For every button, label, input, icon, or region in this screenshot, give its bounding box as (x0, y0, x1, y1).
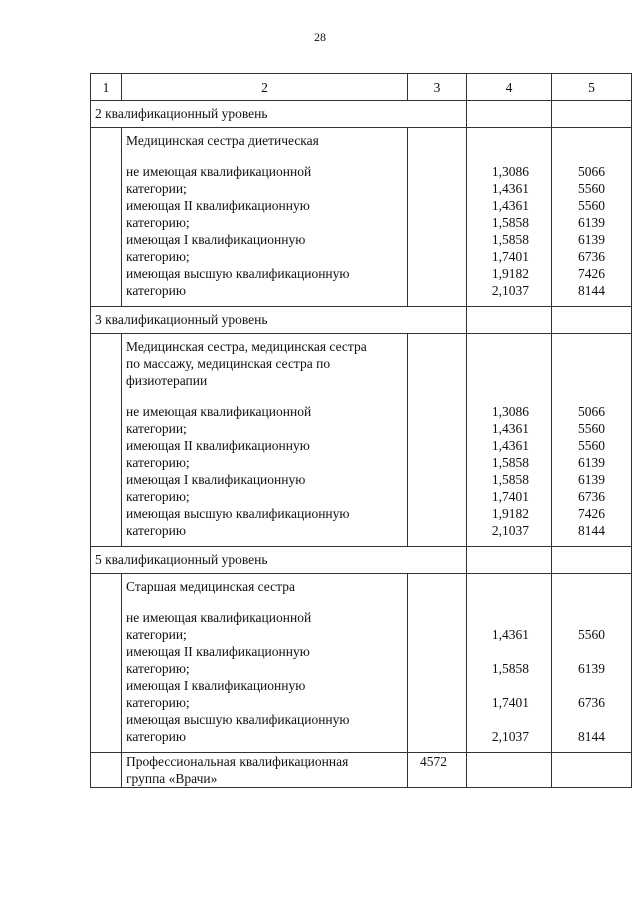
category-line: имеющая II квалификационную (126, 438, 310, 453)
level-row (91, 547, 632, 574)
category-line: категорию (126, 283, 186, 298)
salary-value: 6139 (578, 215, 605, 230)
position-description (122, 334, 408, 547)
spacer (556, 132, 605, 149)
level-col-5-empty (552, 101, 632, 128)
spacer (556, 355, 605, 372)
coefficient-value: 1,5858 (491, 215, 529, 230)
coefficient-value: 1,5858 (491, 661, 529, 676)
coefficient-value: 2,1037 (491, 523, 529, 538)
coefficient-value: 1,7401 (491, 489, 529, 504)
final-col-4-empty (467, 753, 552, 788)
header-col-4: 4 (467, 74, 552, 101)
position-title-line: Медицинская сестра диетическая (126, 133, 319, 148)
spacer (471, 389, 529, 403)
header-col-3: 3 (408, 74, 467, 101)
salary-value: 8144 (578, 729, 605, 744)
coefficient-value (471, 711, 529, 728)
spacer (471, 578, 529, 595)
level-col-4-empty (467, 101, 552, 128)
position-title-line: Медицинская сестра, медицинская сестра (126, 339, 367, 354)
salary-value: 6139 (578, 232, 605, 247)
category-line: имеющая высшую квалификационную (126, 712, 350, 727)
level-heading: 2 квалификационный уровень (91, 101, 467, 128)
category-line: категорию (126, 729, 186, 744)
salary-value (556, 609, 605, 626)
spacer (556, 578, 605, 595)
spacer (471, 355, 529, 372)
position-row (91, 128, 632, 307)
salary-value: 8144 (578, 283, 605, 298)
coefficient-value: 1,5858 (491, 472, 529, 487)
category-line: не имеющая квалификационной (126, 610, 312, 625)
final-group-row (91, 753, 632, 788)
final-group-title (122, 753, 408, 788)
level-row (91, 101, 632, 128)
salary-value: 6736 (578, 695, 605, 710)
page-number: 28 (314, 30, 326, 44)
coefficient-value: 1,7401 (491, 249, 529, 264)
spacer (471, 132, 529, 149)
spacer (471, 338, 529, 355)
coefficient-value (471, 609, 529, 626)
coefficient-value (471, 643, 529, 660)
coefficient-value: 1,9182 (491, 266, 529, 281)
header-col-1: 1 (91, 74, 122, 101)
coefficient-value: 1,7401 (491, 695, 529, 710)
coefficient-value: 1,4361 (491, 421, 529, 436)
final-group-base-salary: 4572 (408, 753, 467, 788)
salary-column (552, 574, 632, 753)
coefficient-value: 1,3086 (491, 404, 529, 419)
salary-value (556, 677, 605, 694)
level-col-5-empty (552, 307, 632, 334)
position-title-line: Старшая медицинская сестра (126, 579, 295, 594)
final-group-title-line: группа «Врачи» (126, 771, 218, 786)
spacer (126, 149, 403, 163)
position-description (122, 128, 408, 307)
level-col-4-empty (467, 307, 552, 334)
position-col-1-empty (91, 334, 122, 547)
category-line: имеющая II квалификационную (126, 198, 310, 213)
coefficient-value: 1,5858 (491, 232, 529, 247)
salary-value: 7426 (578, 506, 605, 521)
coefficient-value: 1,4361 (491, 627, 529, 642)
spacer (471, 149, 529, 163)
spacer (556, 389, 605, 403)
category-line: не имеющая квалификационной (126, 404, 312, 419)
position-col-3-empty (408, 128, 467, 307)
category-line: имеющая I квалификационную (126, 678, 306, 693)
category-line: имеющая II квалификационную (126, 644, 310, 659)
coefficient-value: 1,4361 (491, 181, 529, 196)
salary-value: 8144 (578, 523, 605, 538)
salary-value: 6736 (578, 489, 605, 504)
category-line: не имеющая квалификационной (126, 164, 312, 179)
position-col-1-empty (91, 574, 122, 753)
position-row (91, 334, 632, 547)
salary-value (556, 643, 605, 660)
position-description (122, 574, 408, 753)
position-title-line: по массажу, медицинская сестра по (126, 356, 331, 371)
category-line: категорию; (126, 695, 190, 710)
qualification-table (90, 73, 632, 788)
spacer (126, 595, 403, 609)
position-col-3-empty (408, 334, 467, 547)
salary-value: 5560 (578, 181, 605, 196)
position-row (91, 574, 632, 753)
salary-value: 5066 (578, 164, 605, 179)
level-heading: 5 квалификационный уровень (91, 547, 467, 574)
salary-value: 5560 (578, 421, 605, 436)
coefficient-value: 1,4361 (491, 438, 529, 453)
coefficient-value: 2,1037 (491, 283, 529, 298)
category-line: категорию; (126, 661, 190, 676)
final-col-1-empty (91, 753, 122, 788)
spacer (471, 372, 529, 389)
coefficient-value (471, 677, 529, 694)
category-line: категорию (126, 523, 186, 538)
category-line: имеющая высшую квалификационную (126, 266, 350, 281)
category-line: категорию; (126, 489, 190, 504)
coefficient-column (467, 334, 552, 547)
spacer (556, 372, 605, 389)
spacer (471, 595, 529, 609)
level-row (91, 307, 632, 334)
salary-value: 6139 (578, 661, 605, 676)
category-line: категорию; (126, 215, 190, 230)
salary-value: 6139 (578, 472, 605, 487)
level-heading: 3 квалификационный уровень (91, 307, 467, 334)
spacer (126, 389, 403, 403)
spacer (556, 595, 605, 609)
salary-column (552, 128, 632, 307)
coefficient-value: 1,9182 (491, 506, 529, 521)
salary-value: 7426 (578, 266, 605, 281)
position-col-1-empty (91, 128, 122, 307)
table-header-row (91, 74, 632, 101)
salary-value: 5560 (578, 627, 605, 642)
position-title-line: физиотерапии (126, 373, 208, 388)
spacer (556, 338, 605, 355)
coefficient-value: 1,4361 (491, 198, 529, 213)
salary-value: 6139 (578, 455, 605, 470)
coefficient-column (467, 574, 552, 753)
salary-value: 5560 (578, 438, 605, 453)
category-line: имеющая высшую квалификационную (126, 506, 350, 521)
level-col-4-empty (467, 547, 552, 574)
salary-value: 5560 (578, 198, 605, 213)
salary-value (556, 711, 605, 728)
category-line: категорию; (126, 249, 190, 264)
category-line: имеющая I квалификационную (126, 232, 306, 247)
coefficient-value: 1,3086 (491, 164, 529, 179)
coefficient-column (467, 128, 552, 307)
level-col-5-empty (552, 547, 632, 574)
coefficient-value: 1,5858 (491, 455, 529, 470)
position-col-3-empty (408, 574, 467, 753)
header-col-5: 5 (552, 74, 632, 101)
coefficient-value: 2,1037 (491, 729, 529, 744)
spacer (556, 149, 605, 163)
category-line: категории; (126, 627, 187, 642)
category-line: категории; (126, 421, 187, 436)
category-line: категорию; (126, 455, 190, 470)
salary-value: 6736 (578, 249, 605, 264)
final-col-5-empty (552, 753, 632, 788)
final-group-title-line: Профессиональная квалификационная (126, 754, 349, 769)
category-line: категории; (126, 181, 187, 196)
category-line: имеющая I квалификационную (126, 472, 306, 487)
header-col-2: 2 (122, 74, 408, 101)
salary-value: 5066 (578, 404, 605, 419)
salary-column (552, 334, 632, 547)
